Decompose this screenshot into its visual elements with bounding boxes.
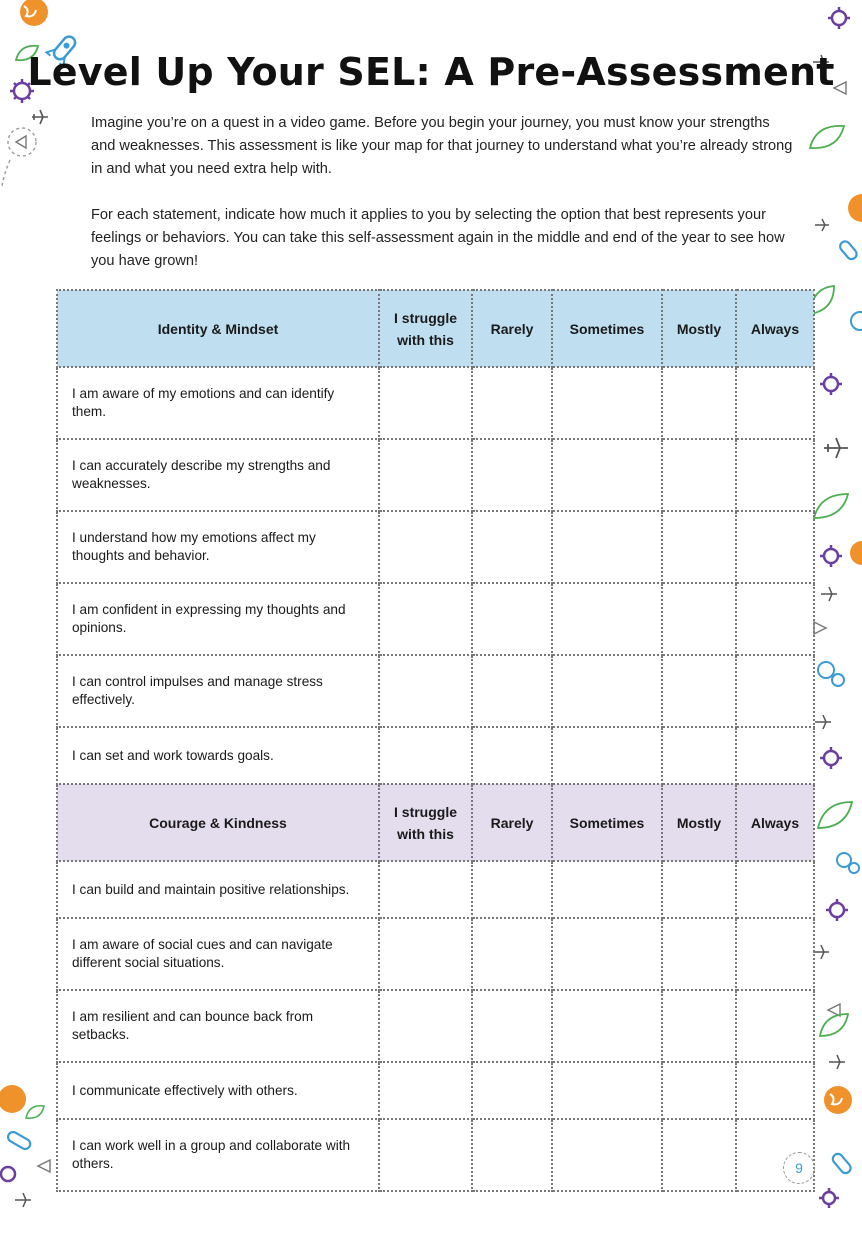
response-cell-always[interactable] (736, 439, 814, 511)
response-cell-mostly[interactable] (662, 1119, 736, 1191)
section-title: Courage & Kindness (57, 784, 379, 861)
response-cell-struggle[interactable] (379, 367, 472, 439)
response-cell-always[interactable] (736, 655, 814, 727)
response-cell-mostly[interactable] (662, 511, 736, 583)
airplane-icon (14, 1192, 32, 1208)
response-cell-always[interactable] (736, 918, 814, 990)
response-cell-struggle[interactable] (379, 990, 472, 1062)
response-cell-struggle[interactable] (379, 511, 472, 583)
gears-icon (846, 306, 862, 336)
airplane-icon (814, 714, 832, 730)
rocket-icon (826, 1148, 860, 1182)
response-cell-struggle[interactable] (379, 655, 472, 727)
intro-paragraph: Imagine you’re on a quest in a video game. Before you begin your journey, you must know your strengths and weaknesses. This assessment is like your map for that journey to understand what you’re already strong in and what you need extra help with. (91, 115, 793, 177)
response-cell-always[interactable] (736, 367, 814, 439)
section-header-row (57, 784, 814, 861)
virus-icon (816, 744, 846, 772)
statement-text: I am confident in expressing my thoughts and opinions. (57, 583, 379, 655)
table-row (57, 439, 814, 511)
statement-text: I am aware of social cues and can navigate different social situations. (57, 918, 379, 990)
assessment-table (56, 289, 815, 1192)
rocket-icon (836, 236, 862, 266)
airplane-icon (820, 586, 838, 602)
option-header-sometimes: Sometimes (552, 290, 662, 367)
response-cell-struggle[interactable] (379, 861, 472, 918)
response-cell-mostly[interactable] (662, 990, 736, 1062)
statement-text: I am aware of my emotions and can identify them. (57, 367, 379, 439)
page-title: Level Up Your SEL: A Pre-Assessment (27, 50, 835, 94)
statement-text: I can control impulses and manage stress effectively. (57, 655, 379, 727)
leaf-icon (816, 796, 856, 832)
response-cell-struggle[interactable] (379, 918, 472, 990)
option-header-rarely: Rarely (472, 290, 552, 367)
option-header-mostly: Mostly (662, 784, 736, 861)
response-cell-mostly[interactable] (662, 918, 736, 990)
response-cell-rarely[interactable] (472, 511, 552, 583)
leaf-icon (808, 120, 848, 152)
gears-icon (832, 848, 862, 878)
response-cell-sometimes[interactable] (552, 861, 662, 918)
response-cell-rarely[interactable] (472, 727, 552, 784)
option-header-struggle: I struggle with this (379, 290, 472, 367)
response-cell-rarely[interactable] (472, 990, 552, 1062)
globe-icon (846, 192, 862, 224)
table-row (57, 655, 814, 727)
response-cell-sometimes[interactable] (552, 1119, 662, 1191)
response-cell-sometimes[interactable] (552, 990, 662, 1062)
statement-text: I am resilient and can bounce back from setbacks. (57, 990, 379, 1062)
paper-plane-icon (0, 120, 60, 190)
response-cell-rarely[interactable] (472, 655, 552, 727)
table-row (57, 1062, 814, 1119)
leaf-icon (812, 488, 852, 522)
page-number: 9 (783, 1152, 815, 1184)
response-cell-struggle[interactable] (379, 583, 472, 655)
response-cell-sometimes[interactable] (552, 583, 662, 655)
virus-icon (0, 1160, 22, 1188)
response-cell-mostly[interactable] (662, 1062, 736, 1119)
response-cell-always[interactable] (736, 861, 814, 918)
option-header-rarely: Rarely (472, 784, 552, 861)
response-cell-struggle[interactable] (379, 1119, 472, 1191)
virus-icon (816, 370, 846, 398)
intro-paragraph: For each statement, indicate how much it applies to you by selecting the option that best represents your feelings or behaviors. You can take this self-assessment again in the middle and end of the year to see how you have grown! (91, 207, 785, 269)
statement-text: I can work well in a group and collaborate with others. (57, 1119, 379, 1191)
table-row (57, 583, 814, 655)
virus-icon (816, 1186, 842, 1210)
gears-icon (814, 656, 848, 690)
response-cell-sometimes[interactable] (552, 1062, 662, 1119)
table-row (57, 918, 814, 990)
response-cell-always[interactable] (736, 727, 814, 784)
response-cell-struggle[interactable] (379, 727, 472, 784)
response-cell-struggle[interactable] (379, 439, 472, 511)
response-cell-sometimes[interactable] (552, 655, 662, 727)
table-row (57, 990, 814, 1062)
rocket-icon (0, 1126, 40, 1156)
response-cell-rarely[interactable] (472, 367, 552, 439)
option-header-struggle: I struggle with this (379, 784, 472, 861)
airplane-icon (814, 218, 830, 232)
option-header-always: Always (736, 290, 814, 367)
airplane-icon (822, 436, 850, 460)
response-cell-always[interactable] (736, 583, 814, 655)
response-cell-mostly[interactable] (662, 367, 736, 439)
response-cell-mostly[interactable] (662, 439, 736, 511)
statement-text: I can build and maintain positive relationships. (57, 861, 379, 918)
statement-text: I can accurately describe my strengths and weaknesses. (57, 439, 379, 511)
airplane-icon (828, 1054, 846, 1070)
response-cell-always[interactable] (736, 1062, 814, 1119)
table-row (57, 727, 814, 784)
response-cell-mostly[interactable] (662, 655, 736, 727)
response-cell-rarely[interactable] (472, 1062, 552, 1119)
statement-text: I communicate effectively with others. (57, 1062, 379, 1119)
response-cell-rarely[interactable] (472, 861, 552, 918)
table-row (57, 1119, 814, 1191)
response-cell-sometimes[interactable] (552, 511, 662, 583)
table-row (57, 511, 814, 583)
virus-icon (822, 896, 852, 924)
response-cell-mostly[interactable] (662, 861, 736, 918)
statement-text: I can set and work towards goals. (57, 727, 379, 784)
intro-text (91, 112, 796, 296)
paper-plane-icon (36, 1158, 52, 1174)
table-row (57, 367, 814, 439)
response-cell-struggle[interactable] (379, 1062, 472, 1119)
response-cell-rarely[interactable] (472, 583, 552, 655)
response-cell-mostly[interactable] (662, 583, 736, 655)
response-cell-rarely[interactable] (472, 1119, 552, 1191)
response-cell-sometimes[interactable] (552, 918, 662, 990)
response-cell-rarely[interactable] (472, 918, 552, 990)
section-title: Identity & Mindset (57, 290, 379, 367)
response-cell-sometimes[interactable] (552, 727, 662, 784)
option-header-mostly: Mostly (662, 290, 736, 367)
virus-icon (824, 4, 854, 32)
leaf-icon (24, 1102, 46, 1122)
response-cell-sometimes[interactable] (552, 367, 662, 439)
section-header-row (57, 290, 814, 367)
table-row (57, 861, 814, 918)
response-cell-rarely[interactable] (472, 439, 552, 511)
response-cell-mostly[interactable] (662, 727, 736, 784)
response-cell-sometimes[interactable] (552, 439, 662, 511)
option-header-sometimes: Sometimes (552, 784, 662, 861)
statement-text: I understand how my emotions affect my thoughts and behavior. (57, 511, 379, 583)
virus-icon (816, 542, 846, 570)
globe-icon (848, 538, 862, 568)
leaf-icon (818, 1010, 850, 1040)
option-header-always: Always (736, 784, 814, 861)
response-cell-always[interactable] (736, 990, 814, 1062)
globe-icon (822, 1084, 854, 1116)
response-cell-always[interactable] (736, 511, 814, 583)
